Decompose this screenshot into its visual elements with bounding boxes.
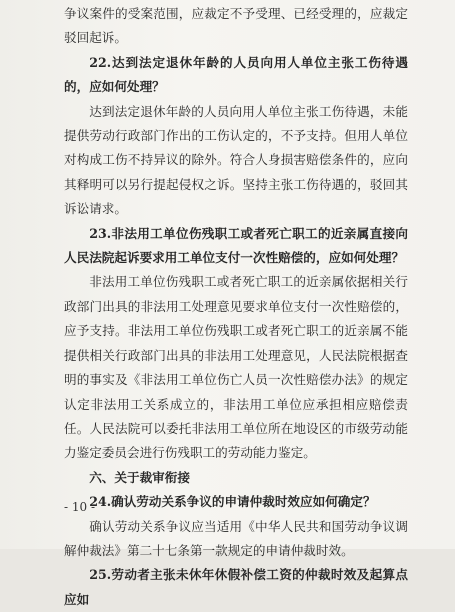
body-paragraph: 争议案件的受案范围，应裁定不予受理、已经受理的，应裁定驳回起诉。 [64,6,408,46]
page-number: - 10 - [64,500,96,514]
body-paragraph: 达到法定退休年龄的人员向用人单位主张工伤待遇，未能提供劳动行政部门作出的工伤认定的，不予支持。但用人单位对构成工伤不持异议的除外。符合人身损害赔偿条件的，应向其释明可以另行提起侵权之诉。坚持主张工伤待遇的，驳回其诉讼请求。 [64,103,408,217]
question-paragraph: 23.非法用工单位伤残职工或者死亡职工的近亲属直接向人民法院起诉要求用工单位支付一次性赔偿的，应如何处理？ [64,225,408,266]
body-paragraph: 非法用工单位伤残职工或者死亡职工的近亲属依据相关行政部门出具的非法用工处理意见要求单位支付一次性赔偿的，应予支持。非法用工单位伤残职工或者死亡职工的近亲属不能提供相关行政部门出具的非法用工处理意见，人民法院根据查明的事实及《非法用工单位伤亡人员一次性赔偿办法》的规定认定非法用工关系成立的，非法用工单位应承担相应赔偿责任。人民法院可以委托非法用工单位所在地设区的市级劳动能力鉴定委员会进行伤残职工的劳动能力鉴定。 [64,274,408,461]
section-heading: 六、关于裁审衔接 [89,469,190,485]
question-paragraph: 24.确认劳动关系争议的申请仲裁时效应如何确定？ [89,494,376,510]
document-body [64,2,408,612]
body-paragraph: 确认劳动关系争议应当适用《中华人民共和国劳动争议调解仲裁法》第二十七条第一款规定的申请仲裁时效。 [64,518,408,558]
question-paragraph: 22.达到法定退休年龄的人员向用人单位主张工伤待遇的，应如何处理？ [64,54,408,95]
question-paragraph: 25.劳动者主张未休年休假补偿工资的仲裁时效及起算点应如 [64,567,408,607]
